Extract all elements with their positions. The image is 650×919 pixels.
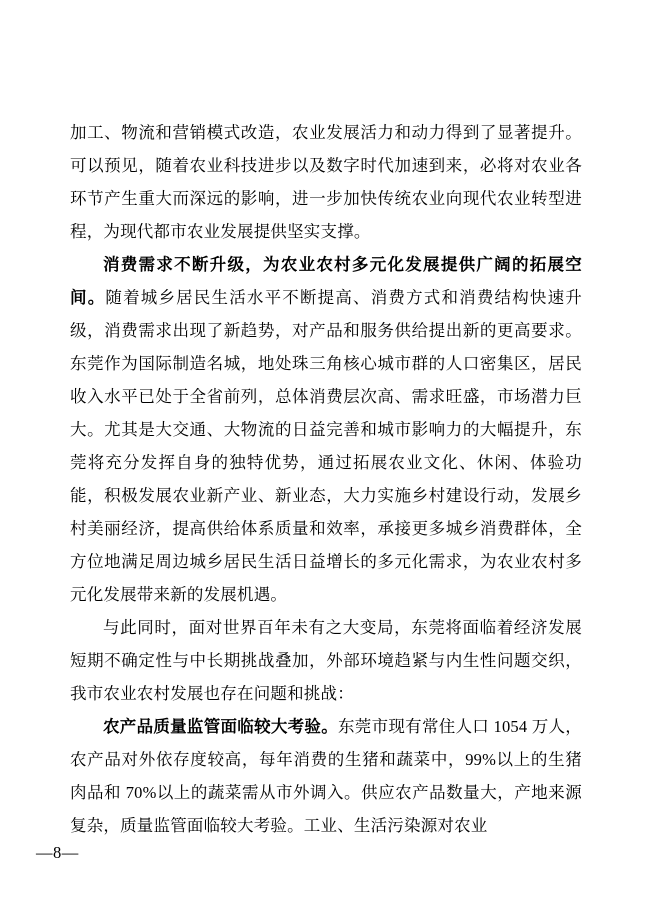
document-body [70,116,582,842]
paragraph: 加工、物流和营销模式改造，农业发展活力和动力得到了显著提升。可以预见，随着农业科技进步以及数字时代加速到来，必将对农业各环节产生重大而深远的影响，进一步加快传统农业向现代农业转型进程，为现代都市农业发展提供坚实支撑。 [70,123,582,241]
paragraph: 农产品质量监管面临较大考验。东莞市现有常住人口 1054 万人，农产品对外依存度较高，每年消费的生猪和蔬菜中，99%以上的生猪肉品和 70%以上的蔬菜需从市外调入。供应农产品数量大，产地来源复杂，质量监管面临较大考验。工业、生活污染源对农业 [70,717,582,835]
page-number: —8— [36,843,79,862]
paragraph-lead: 消费需求不断升级，为农业农村多元化发展提供广阔的拓展空间。 [70,255,582,307]
paragraph: 消费需求不断升级，为农业农村多元化发展提供广阔的拓展空间。随着城乡居民生活水平不断提高、消费方式和消费结构快速升级，消费需求出现了新趋势，对产品和服务供给提出新的更高要求。东莞作为国际制造名城，地处珠三角核心城市群的人口密集区，居民收入水平已处于全省前列，总体消费层次高、需求旺盛，市场潜力巨大。尤其是大交通、大物流的日益完善和城市影响力的大幅提升，东莞将充分发挥自身的独特优势，通过拓展农业文化、休闲、体验功能，积极发展农业新产业、新业态，大力实施乡村建设行动，发展乡村美丽经济，提高供给体系质量和效率，承接更多城乡消费群体，全方位地满足周边城乡居民生活日益增长的多元化需求，为农业农村多元化发展带来新的发展机遇。 [70,255,583,604]
paragraph-lead: 农产品质量监管面临较大考验。 [103,717,339,736]
paragraph: 与此同时，面对世界百年未有之大变局，东莞将面临着经济发展短期不确定性与中长期挑战叠加，外部环境趋紧与内生性问题交织，我市农业农村发展也存在问题和挑战： [70,618,582,703]
